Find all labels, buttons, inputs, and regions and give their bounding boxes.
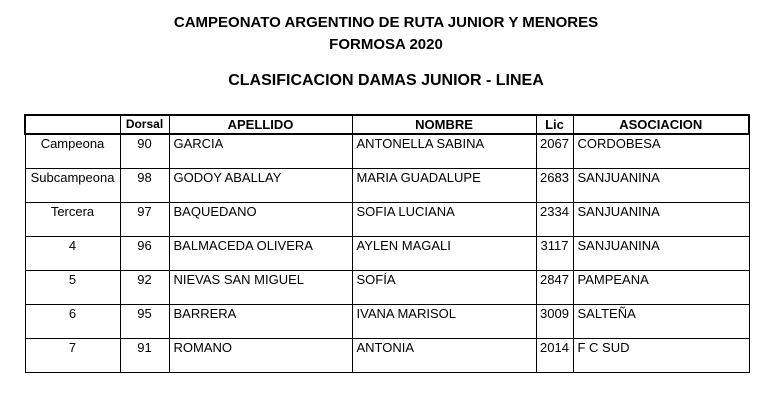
championship-title: CAMPEONATO ARGENTINO DE RUTA JUNIOR Y MENORES	[173, 14, 599, 31]
cell-asociacion: CORDOBESA	[573, 134, 749, 168]
cell-nombre: MARIA GUADALUPE	[352, 168, 536, 202]
cell-dorsal: 92	[120, 270, 169, 304]
cell-apellido: GODOY ABALLAY	[169, 168, 352, 202]
cell-lic: 2334	[536, 202, 573, 236]
cell-dorsal: 98	[120, 168, 169, 202]
results-table	[24, 114, 750, 373]
cell-puesto: Subcampeona	[25, 168, 120, 202]
cell-apellido: BAQUEDANO	[169, 202, 352, 236]
cell-puesto: Tercera	[25, 202, 120, 236]
cell-asociacion: SALTEÑA	[573, 304, 749, 338]
table-row	[25, 202, 749, 236]
cell-puesto: 6	[25, 304, 120, 338]
cell-dorsal: 91	[120, 338, 169, 372]
table-row	[25, 338, 749, 372]
cell-lic: 3009	[536, 304, 573, 338]
table-row	[25, 304, 749, 338]
col-header-puesto	[25, 115, 120, 134]
cell-puesto: 4	[25, 236, 120, 270]
table-row	[25, 236, 749, 270]
cell-puesto: 5	[25, 270, 120, 304]
cell-lic: 2067	[536, 134, 573, 168]
table-row	[25, 168, 749, 202]
cell-dorsal: 90	[120, 134, 169, 168]
table-row	[25, 134, 749, 168]
cell-asociacion: SANJUANINA	[573, 168, 749, 202]
cell-nombre: ANTONIA	[352, 338, 536, 372]
cell-apellido: NIEVAS SAN MIGUEL	[169, 270, 352, 304]
cell-apellido: BALMACEDA OLIVERA	[169, 236, 352, 270]
cell-asociacion: F C SUD	[573, 338, 749, 372]
cell-asociacion: SANJUANINA	[573, 236, 749, 270]
cell-nombre: SOFIA LUCIANA	[352, 202, 536, 236]
cell-asociacion: PAMPEANA	[573, 270, 749, 304]
col-header-lic: Lic	[536, 115, 573, 134]
cell-dorsal: 96	[120, 236, 169, 270]
cell-puesto: 7	[25, 338, 120, 372]
table-header-row	[25, 115, 749, 134]
cell-dorsal: 95	[120, 304, 169, 338]
col-header-apellido: APELLIDO	[169, 115, 352, 134]
cell-asociacion: SANJUANINA	[573, 202, 749, 236]
cell-nombre: IVANA MARISOL	[352, 304, 536, 338]
cell-apellido: BARRERA	[169, 304, 352, 338]
cell-lic: 2847	[536, 270, 573, 304]
cell-nombre: ANTONELLA SABINA	[352, 134, 536, 168]
cell-nombre: AYLEN MAGALI	[352, 236, 536, 270]
cell-lic: 3117	[536, 236, 573, 270]
cell-lic: 2683	[536, 168, 573, 202]
col-header-dorsal: Dorsal	[120, 115, 169, 134]
cell-nombre: SOFÍA	[352, 270, 536, 304]
col-header-asociacion: ASOCIACION	[573, 115, 749, 134]
event-location-year: FORMOSA 2020	[329, 36, 443, 53]
col-header-nombre: NOMBRE	[352, 115, 536, 134]
cell-lic: 2014	[536, 338, 573, 372]
table-row	[25, 270, 749, 304]
classification-title: CLASIFICACION DAMAS JUNIOR - LINEA	[228, 72, 544, 89]
cell-puesto: Campeona	[25, 134, 120, 168]
cell-apellido: GARCIA	[169, 134, 352, 168]
cell-dorsal: 97	[120, 202, 169, 236]
cell-apellido: ROMANO	[169, 338, 352, 372]
